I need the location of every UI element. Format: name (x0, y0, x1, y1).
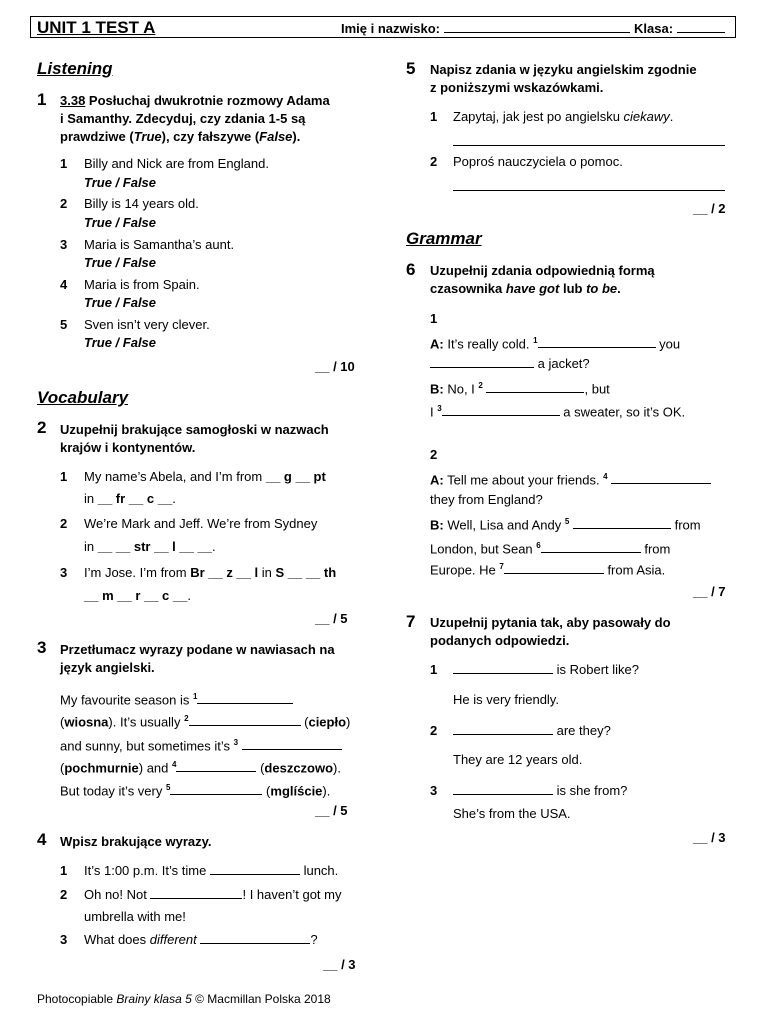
q7-item-1-answer: He is very friendly. (453, 692, 559, 707)
q7-instruction: Uzupełnij pytania tak, aby pasowały do podanych odpowiedzi. (430, 615, 671, 648)
q4-item-number: 3 (60, 932, 68, 947)
q5-instruction: Napisz zdania w języku angielskim zgodnie z poniższymi wskazówkami. (430, 62, 697, 95)
q5-item-number: 2 (430, 154, 438, 169)
q3-line-1: My favourite season is $^1$ (60, 688, 293, 709)
q4-item-number: 2 (60, 887, 68, 902)
q4-item-3: What does different ? (84, 932, 318, 947)
q5-item-number: 1 (430, 109, 438, 124)
dialogue-number: 2 (430, 447, 438, 462)
q7-item-3-answer: She’s from the USA. (453, 806, 571, 821)
continent-gap[interactable]: __ fr __ c __ (97, 491, 173, 506)
q5-number: 5 (406, 59, 416, 78)
answer-blank[interactable] (486, 381, 584, 393)
q2-item-3-line-2: __ m __ r __ c __. (84, 588, 191, 603)
q3-score: __ / 5 (315, 803, 348, 818)
name-label: Imię i nazwisko: (341, 21, 630, 36)
answer-blank[interactable] (200, 932, 310, 944)
q2-item-number: 1 (60, 469, 68, 484)
answer-line[interactable] (453, 190, 725, 191)
answer-blank[interactable] (453, 783, 553, 795)
q1-item-number: 5 (60, 317, 68, 332)
q6-d2-line-1: A: Tell me about your friends. $^4$ (430, 468, 711, 489)
answer-blank[interactable] (453, 723, 553, 735)
q4-item-number: 1 (60, 863, 68, 878)
vocabulary-heading: Vocabulary (37, 388, 129, 407)
q7-score: __ / 3 (693, 830, 726, 845)
name-blank[interactable] (444, 21, 630, 33)
continent-gap[interactable]: S __ __ th (275, 565, 337, 580)
q6-d2-line-3: B: Well, Lisa and Andy $^5$ from (430, 517, 701, 533)
header-box (30, 16, 736, 38)
q2-number: 2 (37, 418, 47, 437)
answer-blank[interactable] (150, 887, 242, 899)
q1-item-number: 3 (60, 237, 68, 252)
q1-item-text: Billy and Nick are from England. (84, 156, 269, 171)
q7-item-number: 1 (430, 662, 438, 677)
country-gap[interactable]: __ g __ pt (265, 469, 326, 484)
q5-item-2: Poproś nauczyciela o pomoc. (453, 154, 623, 169)
q3-number: 3 (37, 638, 47, 657)
q6-d1-line-1: A: It’s really cold. $^1$ you (430, 336, 681, 352)
q2-item-3-line-1: I’m Jose. I’m from Br __ z __ l in S __ __ th (84, 565, 337, 580)
q1-number: 1 (37, 90, 47, 109)
answer-blank[interactable] (176, 760, 256, 772)
answer-blank[interactable] (611, 472, 711, 484)
q7-item-number: 2 (430, 723, 438, 738)
country-gap[interactable]: Br __ z __ l (190, 565, 259, 580)
q7-item-3-question: is she from? (453, 782, 627, 800)
q1-item-text: Billy is 14 years old. (84, 196, 199, 211)
q1-item-text: Sven isn’t very clever. (84, 317, 210, 332)
class-label: Klasa: (634, 21, 725, 36)
q6-score: __ / 7 (693, 584, 726, 599)
q4-instruction: Wpisz brakujące wyrazy. (60, 834, 212, 849)
q7-item-2-answer: They are 12 years old. (453, 752, 583, 767)
q7-item-1-question: is Robert like? (453, 661, 639, 679)
q1-score: __ / 10 (315, 359, 355, 374)
answer-blank[interactable] (538, 336, 656, 348)
q4-number: 4 (37, 830, 47, 849)
q4-item-2: Oh no! Not ! I haven’t got my (84, 887, 342, 902)
q2-instruction: Uzupełnij brakujące samogłoski w nazwach krajów i kontynentów. (60, 422, 329, 455)
class-blank[interactable] (677, 21, 725, 33)
q3-line-5: But today it’s very $^5$ (mglíście). (60, 783, 331, 799)
true-false-choice[interactable]: True / False (84, 215, 157, 230)
q7-number: 7 (406, 612, 416, 631)
q3-line-4: (pochmurnie) and $^4$ (deszczowo). (60, 760, 341, 776)
q6-number: 6 (406, 260, 416, 279)
q6-d2-line-4: London, but Sean $^6$ from (430, 541, 671, 557)
q6-d2-line-5: Europe. He $^7$ from Asia. (430, 562, 666, 578)
q3-line-2: (wiosna). It’s usually $^2$ (ciepło) (60, 714, 351, 730)
answer-blank[interactable] (541, 541, 641, 553)
answer-blank[interactable] (430, 356, 534, 368)
q6-d1-line-4: I $^3$ a sweater, so it’s OK. (430, 404, 686, 420)
q1-item-number: 4 (60, 277, 68, 292)
q6-d1-line-3: B: No, I $^2$ , but (430, 381, 610, 397)
q2-item-1-line-1: My name’s Abela, and I’m from __ g __ pt (84, 469, 326, 484)
q6-instruction: Uzupełnij zdania odpowiednią formą czasownika have got lub to be. (430, 263, 655, 296)
q5-score: __ / 2 (693, 201, 726, 216)
true-false-choice[interactable]: True / False (84, 335, 157, 350)
true-false-choice[interactable]: True / False (84, 295, 157, 310)
listening-heading: Listening (37, 59, 113, 78)
q7-item-number: 3 (430, 783, 438, 798)
country-gap[interactable]: __ __ str __ l __ __ (97, 539, 212, 554)
answer-blank[interactable] (242, 738, 342, 750)
q1-item-number: 2 (60, 196, 68, 211)
continent-gap[interactable]: __ m __ r __ c __ (84, 588, 188, 603)
q2-item-number: 3 (60, 565, 68, 580)
q2-item-2-line-1: We’re Mark and Jeff. We’re from Sydney (84, 516, 318, 531)
q1-item-number: 1 (60, 156, 68, 171)
answer-blank[interactable] (189, 714, 301, 726)
q1-track: 3.38 (60, 93, 86, 108)
q6-d2-line-2: they from England? (430, 492, 543, 507)
q1-item-text: Maria is Samantha’s aunt. (84, 237, 235, 252)
answer-blank[interactable] (442, 404, 560, 416)
q7-item-2-question: are they? (453, 722, 611, 740)
q2-item-2-line-2: in __ __ str __ l __ __. (84, 539, 216, 554)
grammar-heading: Grammar (406, 229, 482, 248)
answer-blank[interactable] (504, 562, 604, 574)
q4-item-2-line-2: umbrella with me! (84, 909, 186, 924)
q5-item-1: Zapytaj, jak jest po angielsku ciekawy. (453, 109, 674, 124)
q3-line-3: and sunny, but sometimes it’s $^3$ (60, 734, 342, 755)
q1-item-text: Maria is from Spain. (84, 277, 200, 292)
q1-instruction: 3.38 Posłuchaj dwukrotnie rozmowy Adama i Samanthy. Zdecyduj, czy zdania 1-5 są prawdziwe (True), czy fałszywe (False). (60, 93, 330, 144)
q3-instruction: Przetłumacz wyrazy podane w nawiasach na język angielski. (60, 642, 335, 675)
answer-blank[interactable] (170, 783, 262, 795)
footer: Photocopiable Brainy klasa 5 © Macmillan Polska 2018 (37, 992, 331, 1006)
q4-score: __ / 3 (323, 957, 356, 972)
answer-blank[interactable] (453, 662, 553, 674)
q4-item-1: It’s 1:00 p.m. It’s time lunch. (84, 863, 339, 878)
answer-blank[interactable] (573, 517, 671, 529)
unit-title: UNIT 1 TEST A (37, 18, 156, 37)
q2-score: __ / 5 (315, 611, 348, 626)
true-false-choice[interactable]: True / False (84, 255, 157, 270)
q6-d1-line-2: a jacket? (430, 355, 590, 373)
q2-item-1-line-2: in __ fr __ c __. (84, 491, 176, 506)
answer-blank[interactable] (197, 692, 293, 704)
answer-blank[interactable] (210, 863, 300, 875)
dialogue-number: 1 (430, 311, 438, 326)
q2-item-number: 2 (60, 516, 68, 531)
answer-line[interactable] (453, 145, 725, 146)
true-false-choice[interactable]: True / False (84, 175, 157, 190)
